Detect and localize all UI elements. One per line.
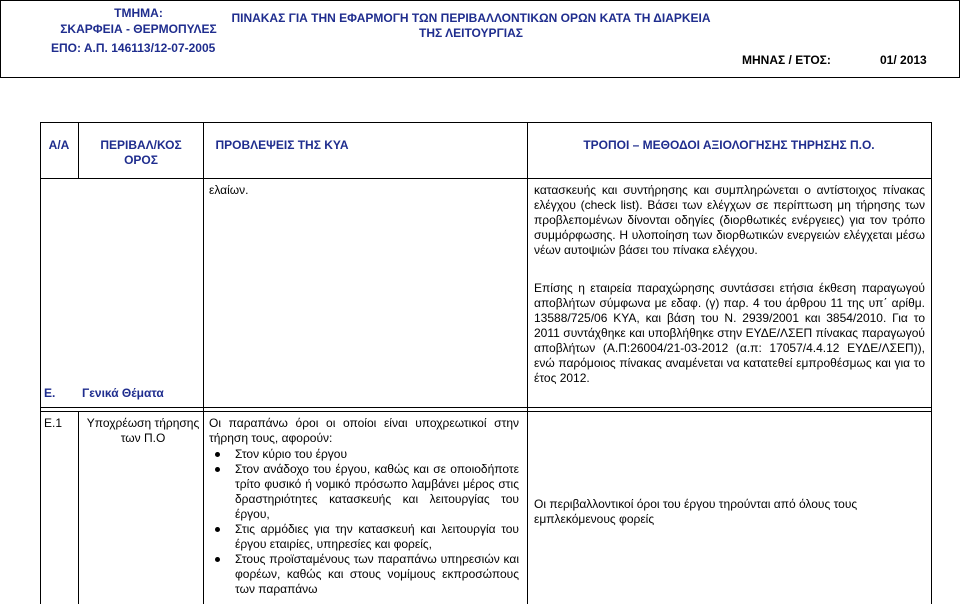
- month-year-label: ΜΗΝΑΣ / ΕΤΟΣ:: [742, 53, 831, 67]
- department-block: [51, 5, 226, 56]
- month-year-value: 01/ 2013: [880, 53, 927, 67]
- row-e1-intro: Οι παραπάνω όροι οι οποίοι είναι υποχρεωτικοί στην τήρηση τους, αφορούν:: [209, 416, 519, 445]
- table-top-border: [40, 122, 931, 123]
- row-e1-methods: Οι περιβαλλοντικοί όροι του έργου τηρούνται από όλους τους εμπλεκόμενους φορείς: [534, 497, 858, 526]
- bullet-icon: [215, 527, 220, 532]
- methods-continuation-text: κατασκευής και συντήρησης και συμπληρώνεται ο αντίστοιχος πίνακας ελέγχου (check list). Βάσει των ελέγχων σε περίπτωση μη τήρησης των προβλεπομένων δίνονται οδηγίες (διορθωτικές ενέργειες) για τον τρόπο συμμόρφωσης. Η υλοποίηση των διορθωτικών ενεργειών ελέγχεται μέσω νέων αυτοψιών βάσει του πίνακα ελέγχου.: [534, 183, 925, 257]
- row-divider-section-e: [40, 407, 931, 408]
- bullet-icon: [215, 467, 220, 472]
- column-divider-1b: [78, 411, 79, 604]
- column-divider-3: [527, 122, 528, 604]
- bullet-icon: [215, 452, 220, 457]
- department-name: ΣΚΑΡΦΕΙΑ - ΘΕΡΜΟΠΥΛΕΣ: [60, 22, 217, 36]
- list-item: Στον κύριο του έργου: [209, 447, 519, 462]
- column-divider-1: [78, 122, 79, 178]
- list-item: Στον ανάδοχο του έργου, καθώς και σε οποιοδήποτε τρίτο φυσικό ή νομικό πρόσωπο λαμβάνει μέρος στις δραστηριότητες κατασκευής και λειτουργίας του έργου,: [209, 462, 519, 522]
- row-e1-bullet-list: [209, 447, 519, 597]
- column-header-methods: ΤΡΟΠΟΙ – ΜΕΘΟΔΟΙ ΑΞΙΟΛΟΓΗΣΗΣ ΤΗΡΗΣΗΣ Π.Ο.: [583, 138, 875, 152]
- column-header-kya: ΠΡΟΒΛΕΨΕΙΣ ΤΗΣ ΚΥΑ: [215, 138, 349, 152]
- column-header-term: ΠΕΡΙΒΑΛ/ΚΟΣ ΟΡΟΣ: [100, 138, 182, 167]
- department-label: ΤΜΗΜΑ:: [114, 6, 163, 20]
- column-header-bottom-border: [40, 178, 931, 179]
- section-e-code: Ε.: [44, 386, 56, 400]
- row-e1-kya: [209, 416, 519, 597]
- row-divider-e1: [40, 411, 931, 412]
- row-e1-term: Υποχρέωση τήρησης των Π.Ο: [86, 416, 200, 445]
- document-header: [0, 0, 960, 78]
- table-right-border: [931, 122, 932, 604]
- month-year: [742, 53, 932, 67]
- list-item: Στους προϊσταμένους των παραπάνω υπηρεσιών και φορέων, καθώς και στους νομίμους εκπροσώπους των παραπάνω: [209, 552, 519, 597]
- document-title: ΠΙΝΑΚΑΣ ΓΙΑ ΤΗΝ ΕΦΑΡΜΟΓΗ ΤΩΝ ΠΕΡΙΒΑΛΛΟΝΤΙΚΩΝ ΟΡΩΝ ΚΑΤΑ ΤΗ ΔΙΑΡΚΕΙΑ ΤΗΣ ΛΕΙΤΟΥΡΓΙΑΣ: [231, 11, 711, 40]
- column-header-aa: Α/Α: [48, 138, 70, 152]
- epo-reference: ΕΠΟ: Α.Π. 146113/12-07-2005: [51, 41, 216, 55]
- bullet-icon: [215, 557, 220, 562]
- column-divider-2: [203, 122, 204, 604]
- row-e1-code: Ε.1: [44, 416, 63, 430]
- section-e-title: Γενικά Θέματα: [82, 386, 164, 400]
- kya-continuation-text: ελαίων.: [209, 183, 249, 197]
- list-item: Στις αρμόδιες για την κατασκευή και λειτουργία του έργου εταιρίες, υπηρεσίες και φορείς,: [209, 522, 519, 552]
- methods-waste-report-text: Επίσης η εταιρεία παραχώρησης συντάσσει ετήσια έκθεση παραγωγού αποβλήτων σύμφωνα με εδαφ. (γ) παρ. 4 του άρθρου 11 της υπ΄ αρίθμ. 13588/725/06 ΚΥΑ, και βάση του Ν. 2939/2001 και 3854/2010. Για το 2011 συντάχθηκε και υποβλήθηκε στην ΕΥΔΕ/ΛΣΕΠ πίνακας παραγωγού αποβλήτων (Α.Π:26004/21-03-2012 (α.π: 17057/4.4.12 ΕΥΔΕ/ΛΣΕΠ)), ενώ παρόμοιος πίνακας αναμένεται να κατατεθεί εμπροθέσμως και για το έτος 2012.: [534, 281, 925, 385]
- table-left-border: [40, 122, 41, 604]
